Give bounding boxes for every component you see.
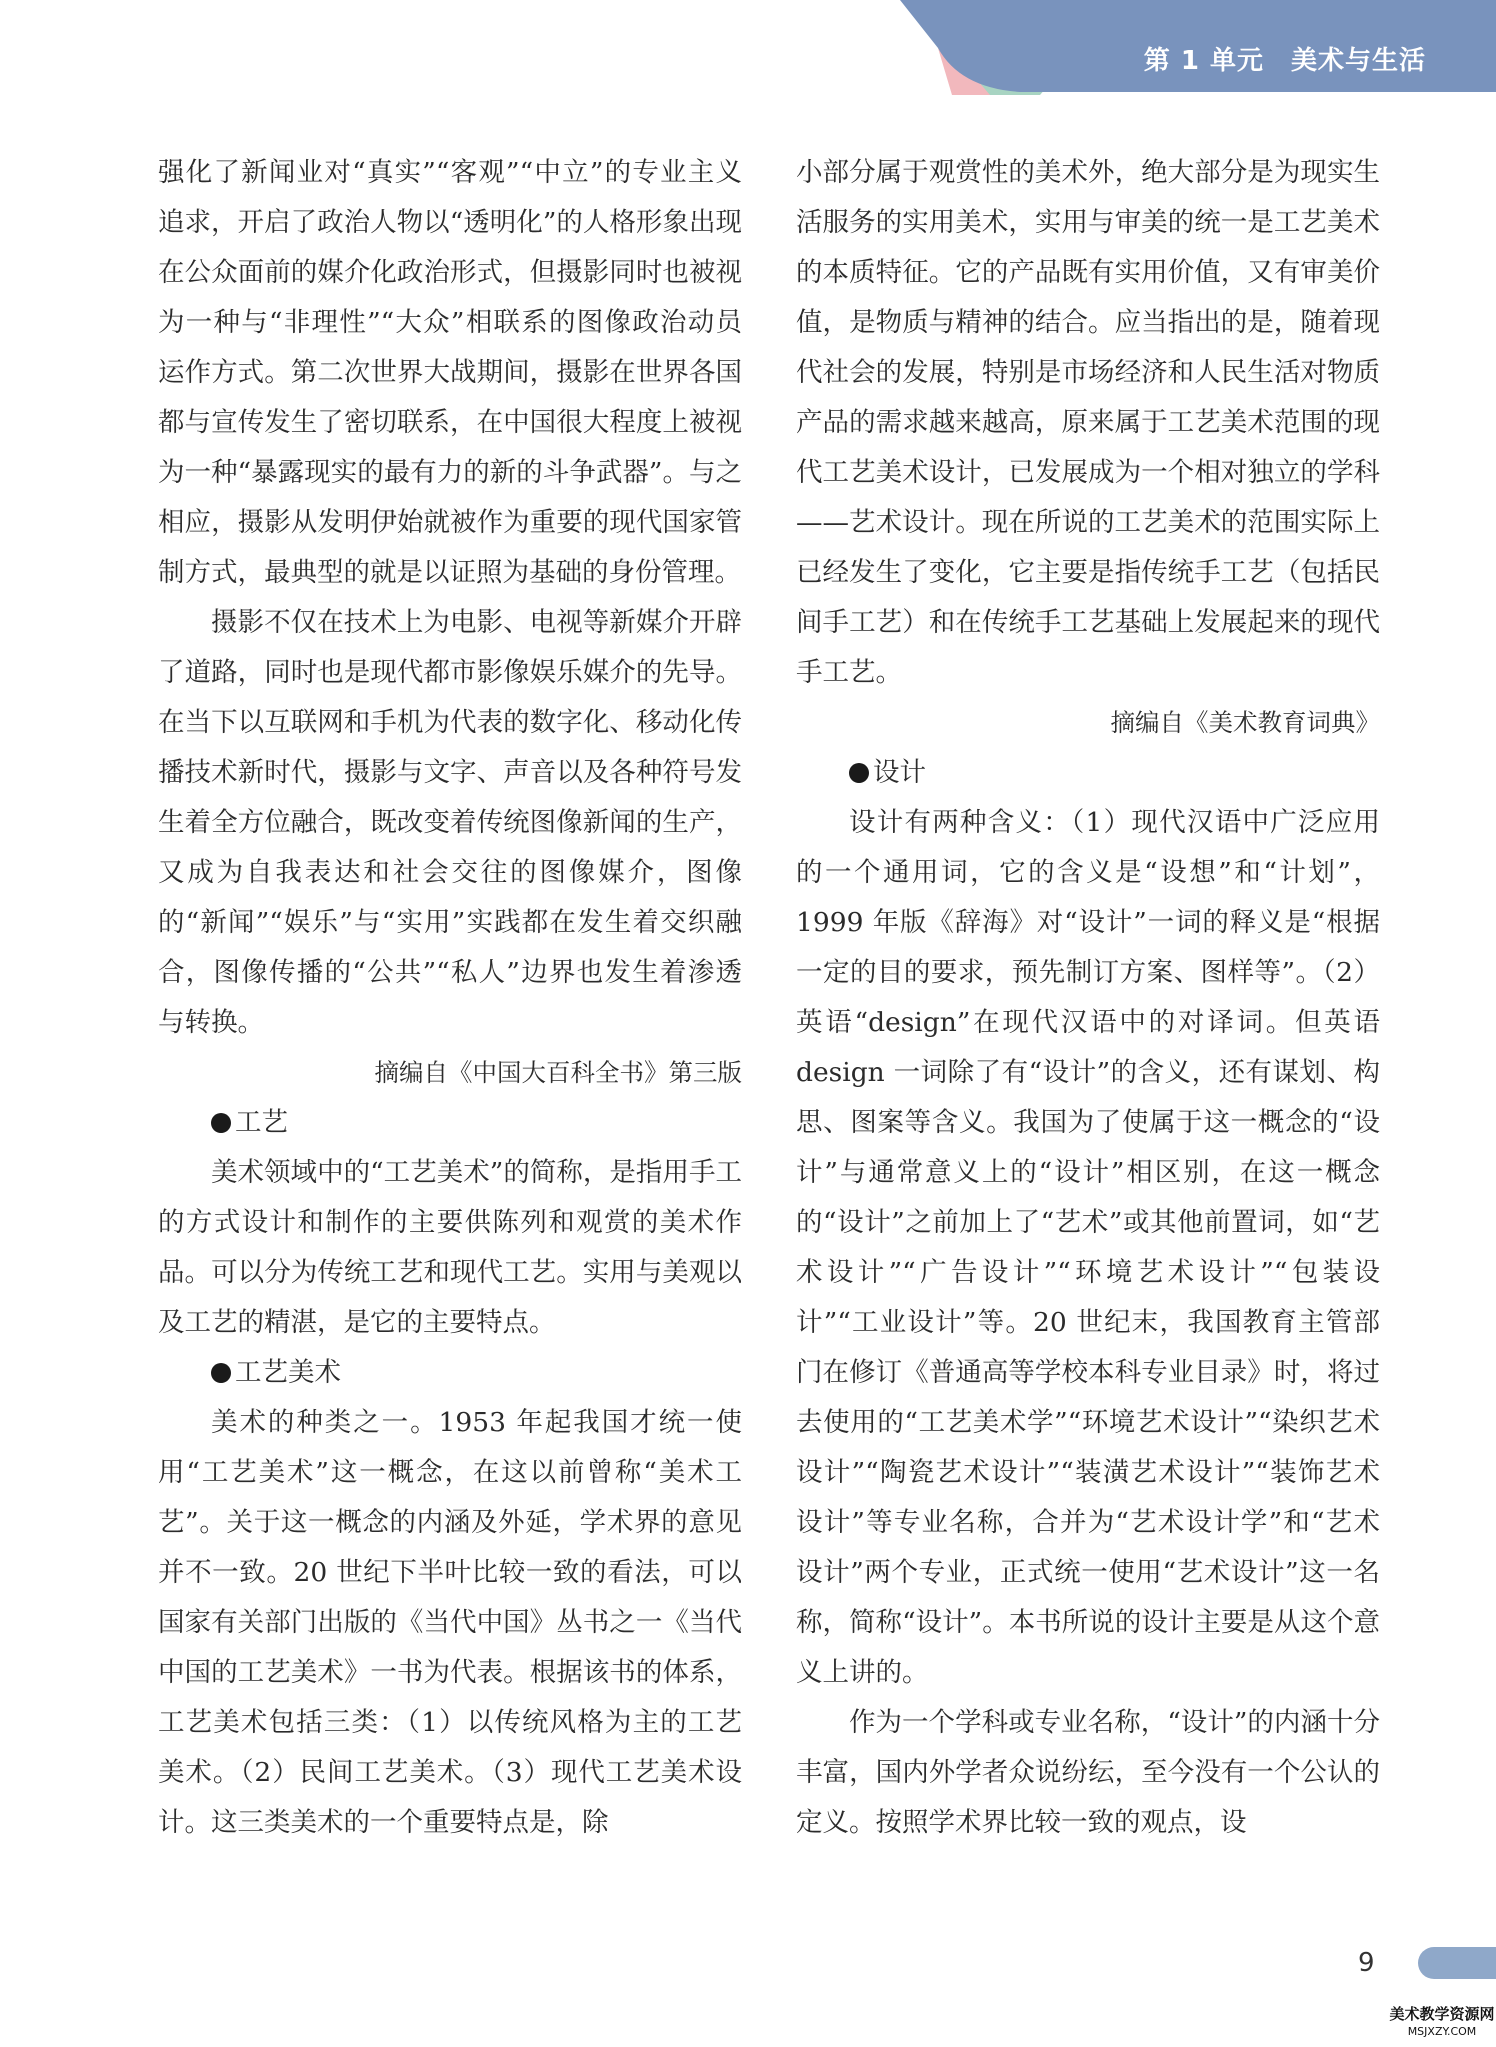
left-paragraph-4: 美术的种类之一。1953 年起我国才统一使用“工艺美术”这一概念，在这以前曾称“美术工艺”。关于这一概念的内涵及外延，学术界的意见并不一致。20 世纪下半叶比较一致的看法，可以国家有关部门出版的《当代中国》丛书之一《当代中国的工艺美术》一书为代表。根据该书的体系，工艺美术包括三类：（1）以传统风格为主的工艺美术。（2）民间工艺美术。（3）现代工艺美术设计。这三类美术的一个重要特点是，除 (158, 1407, 742, 1838)
unit-title: 第 1 单元 美术与生活 (1143, 46, 1426, 76)
right-paragraph-3: 作为一个学科或专业名称，“设计”的内涵十分丰富，国内外学者众说纷纭，至今没有一个公认的定义。按照学术界比较一致的观点，设 (796, 1707, 1380, 1838)
page-number: 9 (1358, 1948, 1375, 1978)
right-column (796, 148, 1380, 1848)
left-paragraph-2: 摄影不仅在技术上为电影、电视等新媒介开辟了道路，同时也是现代都市影像娱乐媒介的先导。在当下以互联网和手机为代表的数字化、移动化传播技术新时代，摄影与文字、声音以及各种符号发生着全方位融合，既改变着传统图像新闻的生产，又成为自我表达和社会交往的图像媒介，图像的“新闻”“娱乐”与“实用”实践都在发生着交织融合，图像传播的“公共”“私人”边界也发生着渗透与转换。 (158, 607, 742, 1038)
page-tab-decoration (1418, 1947, 1496, 1979)
section-heading-arts-crafts (158, 1348, 742, 1398)
right-paragraph-1: 小部分属于观赏性的美术外，绝大部分是为现实生活服务的实用美术，实用与审美的统一是工艺美术的本质特征。它的产品既有实用价值，又有审美价值，是物质与精神的结合。应当指出的是，随着现代社会的发展，特别是市场经济和人民生活对物质产品的需求越来越高，原来属于工艺美术范围的现代工艺美术设计，已发展成为一个相对独立的学科——艺术设计。现在所说的工艺美术的范围实际上已经发生了变化，它主要是指传统手工艺（包括民间手工艺）和在传统手工艺基础上发展起来的现代手工艺。 (796, 157, 1380, 688)
source-citation-encyclopedia: 摘编自《中国大百科全书》第三版 (374, 1058, 742, 1087)
bullet-icon (849, 763, 869, 783)
watermark-url: MSJXZY.COM (1407, 2025, 1477, 2038)
bullet-icon (211, 1363, 231, 1383)
bullet-icon (211, 1113, 231, 1133)
left-column (158, 148, 742, 1848)
left-paragraph-3: 美术领域中的“工艺美术”的简称，是指用手工的方式设计和制作的主要供陈列和观赏的美术作品。可以分为传统工艺和现代工艺。实用与美观以及工艺的精湛，是它的主要特点。 (158, 1157, 742, 1338)
right-paragraph-2: 设计有两种含义：（1）现代汉语中广泛应用的一个通用词，它的含义是“设想”和“计划”，1999 年版《辞海》对“设计”一词的释义是“根据一定的目的要求，预先制订方案、图样等”。（2）英语“design”在现代汉语中的对译词。但英语 design 一词除了有“设计”的含义，还有谋划、构思、图案等含义。我国为了使属于这一概念的“设计”与通常意义上的“设计”相区别，在这一概念的“设计”之前加上了“艺术”或其他前置词，如“艺术设计”“广告设计”“环境艺术设计”“包装设计”“工业设计”等。20 世纪末，我国教育主管部门在修订《普通高等学校本科专业目录》时，将过去使用的“工艺美术学”“环境艺术设计”“染织艺术设计”“陶瓷艺术设计”“装潢艺术设计”“装饰艺术设计”等专业名称，合并为“艺术设计学”和“艺术设计”两个专业，正式统一使用“艺术设计”这一名称，简称“设计”。本书所说的设计主要是从这个意义上讲的。 (796, 807, 1380, 1688)
section-heading-craft-label: 工艺 (235, 1107, 288, 1138)
left-paragraph-1: 强化了新闻业对“真实”“客观”“中立”的专业主义追求，开启了政治人物以“透明化”的人格形象出现在公众面前的媒介化政治形式，但摄影同时也被视为一种与“非理性”“大众”相联系的图像政治动员运作方式。第二次世界大战期间，摄影在世界各国都与宣传发生了密切联系，在中国很大程度上被视为一种“暴露现实的最有力的新的斗争武器”。与之相应，摄影从发明伊始就被作为重要的现代国家管制方式，最典型的就是以证照为基础的身份管理。 (158, 157, 742, 588)
section-heading-design-label: 设计 (873, 757, 926, 788)
unit-header (900, 0, 1496, 95)
watermark-title: 美术教学资源网 (1389, 2005, 1495, 2023)
section-heading-craft (158, 1098, 742, 1148)
section-heading-design (796, 748, 1380, 798)
source-citation-dictionary: 摘编自《美术教育词典》 (1110, 708, 1380, 737)
site-watermark (1388, 2003, 1496, 2047)
section-heading-arts-crafts-label: 工艺美术 (235, 1357, 341, 1388)
